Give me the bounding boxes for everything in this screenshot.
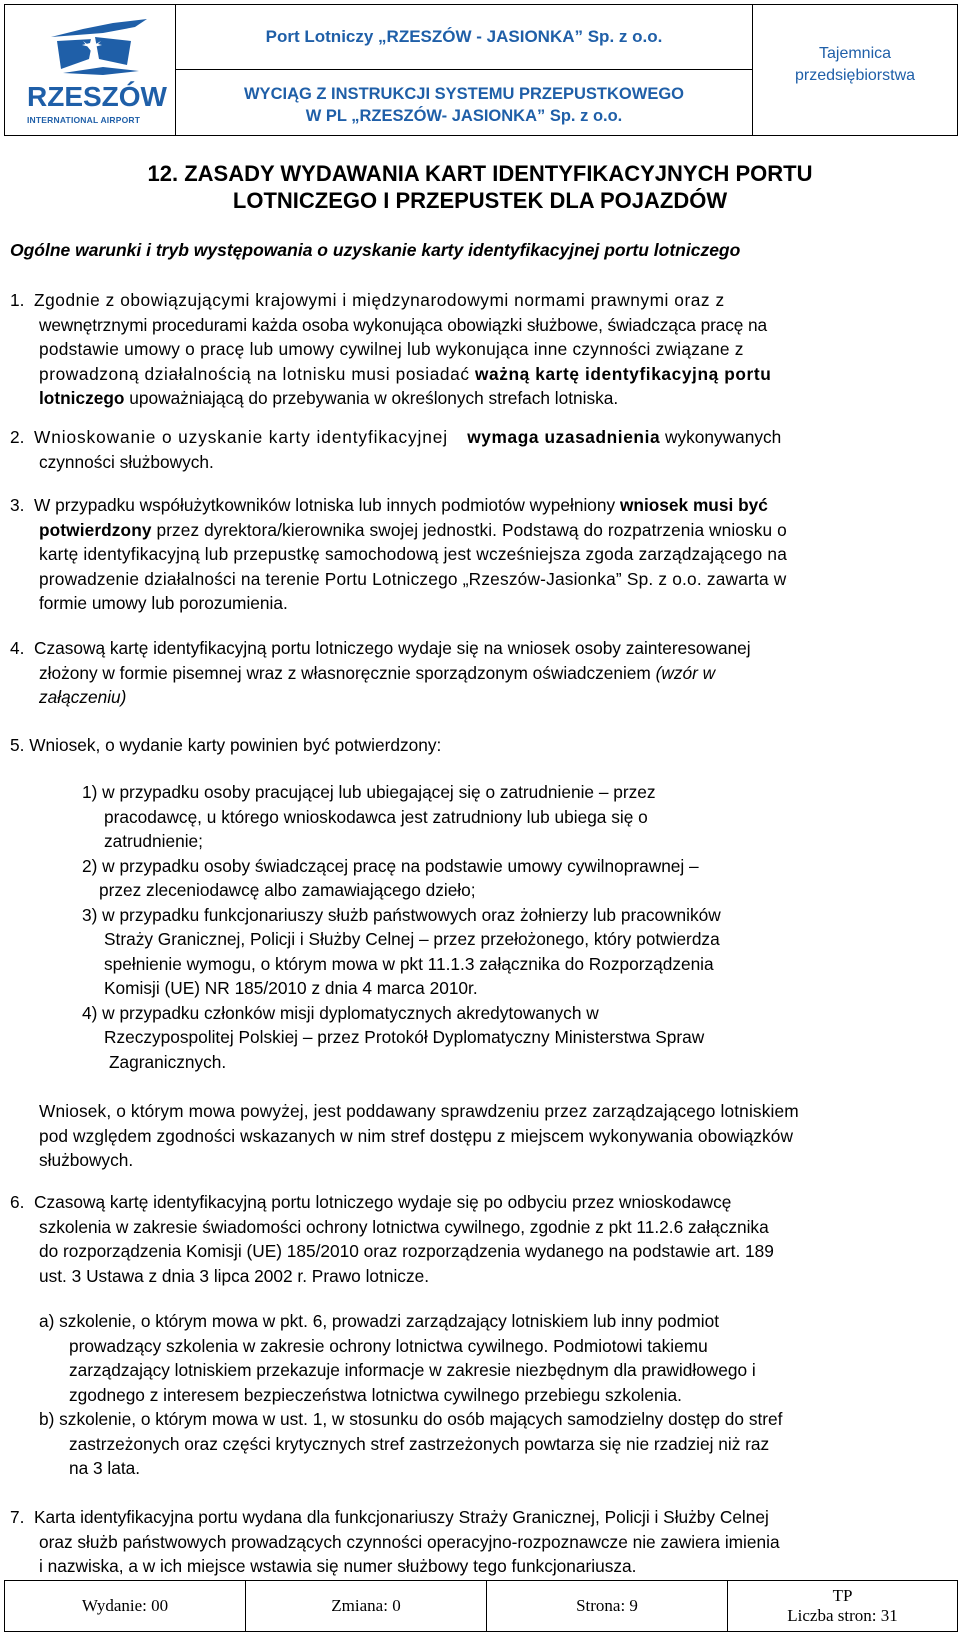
text-line: szkolenia w zakresie świadomości ochrony lotnictwa cywilnego, zgodnie z pkt 11.2.6 załącznika bbox=[39, 1216, 769, 1237]
text-line: pod względem zgodności wskazanych w nim stref dostępu z miejscem wykonywania obowiązków bbox=[39, 1125, 794, 1146]
list-item-continuation: pracodawcę, u którego wnioskodawca jest zatrudniony lub ubiega się o bbox=[104, 806, 648, 827]
paragraph-2 bbox=[10, 425, 958, 474]
section-subtitle: Ogólne warunki i tryb występowania o uzyskanie karty identyfikacyjnej portu lotniczego bbox=[10, 240, 741, 260]
confidentiality-line-2: przedsiębiorstwa bbox=[794, 67, 916, 84]
list-item-continuation: zastrzeżonych oraz części krytycznych stref zastrzeżonych powtarza się nie rzadziej niż raz bbox=[69, 1433, 770, 1454]
list-item-continuation: Zagranicznych. bbox=[109, 1051, 227, 1072]
list-item-continuation: zarządzający lotniskiem przekazuje informacje w zakresie niezbędnym dla prawidłowego i bbox=[69, 1360, 756, 1380]
list-item-continuation: zgodnego z interesem bezpieczeństwa lotnictwa cywilnego przebiegu szkolenia. bbox=[69, 1384, 682, 1405]
text-line: kartę identyfikacyjną lub przepustkę samochodową jest wcześniejsza zgoda zarządzającego na bbox=[39, 544, 788, 564]
list-item: 2) w przypadku osoby świadczącej pracę na podstawie umowy cywilnoprawnej – bbox=[82, 855, 699, 876]
text-run: W przypadku współużytkowników lotniska lub innych podmiotów wypełniony bbox=[34, 495, 620, 515]
logo-cell bbox=[5, 5, 176, 135]
footer-page-count bbox=[728, 1581, 957, 1631]
paragraph-7 bbox=[10, 1505, 958, 1579]
text-line: wewnętrznymi procedurami każda osoba wykonująca obowiązki służbowe, świadcząca pracę na bbox=[39, 314, 768, 335]
paragraph-1 bbox=[10, 288, 958, 411]
emphasis-text: potwierdzony bbox=[39, 519, 152, 540]
italic-text: (wzór w bbox=[655, 662, 716, 683]
list-item: b) szkolenie, o którym mowa w ust. 1, w stosunku do osób mających samodzielny dostęp do stref bbox=[39, 1409, 783, 1429]
extract-line-2: W PL „RZESZÓW- JASIONKA” Sp. z o.o. bbox=[305, 107, 623, 125]
emphasis-text: lotniczego bbox=[39, 388, 125, 408]
document-extract-title bbox=[176, 71, 752, 135]
document-footer bbox=[4, 1580, 958, 1632]
text-run: Karta identyfikacyjna portu wydana dla funkcjonariuszy Straży Granicznej, Policji i Służby Celnej bbox=[34, 1507, 769, 1527]
section-title-line-1: 12. ZASADY WYDAWANIA KART IDENTYFIKACYJNYCH PORTU bbox=[147, 161, 813, 186]
paragraph-6 bbox=[10, 1190, 958, 1288]
text-line: prowadzenie działalności na terenie Portu Lotniczego „Rzeszów-Jasionka” Sp. z o.o. zawarta w bbox=[39, 568, 787, 589]
footer-edition: Wydanie: 00 bbox=[5, 1581, 246, 1631]
text-line bbox=[10, 518, 958, 543]
confidentiality-line-1: Tajemnica bbox=[818, 45, 892, 62]
text-line: 5. Wniosek, o wydanie karty powinien być potwierdzony: bbox=[10, 735, 442, 755]
text-run: przez dyrektora/kierownika swojej jednostki. Podstawą do rozpatrzenia wniosku o bbox=[151, 519, 787, 540]
text-line: Wniosek, o którym mowa powyżej, jest poddawany sprawdzeniu przez zarządzającego lotniskiem bbox=[39, 1101, 799, 1121]
extract-line-1: WYCIĄG Z INSTRUKCJI SYSTEMU PRZEPUSTKOWEGO bbox=[243, 85, 685, 103]
list-5-items bbox=[82, 780, 942, 1074]
plane-emblem-icon bbox=[43, 19, 153, 79]
company-name: Port Lotniczy „RZESZÓW - JASIONKA” Sp. z o.o. bbox=[265, 27, 663, 46]
paragraph-number: 1. bbox=[10, 290, 25, 310]
text-line: ust. 3 Ustawa z dnia 3 lipca 2002 r. Prawo lotnicze. bbox=[39, 1265, 429, 1286]
section-title-line-2: LOTNICZEGO I PRZEPUSTEK DLA POJAZDÓW bbox=[232, 188, 728, 213]
logo-wordmark: RZESZÓW bbox=[27, 81, 167, 112]
list-item-continuation: Rzeczypospolitej Polskiej – przez Protokół Dyplomatyczny Ministerstwa Spraw bbox=[104, 1027, 705, 1047]
text-run: wykonywanych bbox=[660, 427, 782, 447]
list-item-continuation: Straży Granicznej, Policji i Służby Celnej – przez przełożonego, który potwierdza bbox=[104, 929, 720, 949]
text-line: oraz służb państwowych prowadzących czynności operacyjno-rozpoznawcze nie zawiera imienia bbox=[39, 1531, 780, 1552]
text-run: upoważniającą do przebywania w określonych strefach lotniska. bbox=[124, 388, 619, 408]
paragraph-number: 7. bbox=[10, 1507, 25, 1527]
header-right-cell bbox=[753, 5, 957, 135]
text-line: i nazwiska, a w ich miejsce wstawia się numer służbowy tego funkcjonariusza. bbox=[39, 1556, 637, 1576]
list-item-continuation: Komisji (UE) NR 185/2010 z dnia 4 marca 2010r. bbox=[104, 978, 478, 998]
list-item-continuation: zatrudnienie; bbox=[104, 831, 203, 851]
paragraph-4 bbox=[10, 636, 958, 710]
text-line: służbowych. bbox=[39, 1150, 134, 1170]
text-line bbox=[10, 685, 958, 710]
list-item: 1) w przypadku osoby pracującej lub ubiegającej się o zatrudnienie – przez bbox=[82, 782, 656, 802]
text-run: Wnioskowanie o uzyskanie karty identyfikacyjnej bbox=[34, 427, 449, 447]
list-item: 3) w przypadku funkcjonariuszy służb państwowych oraz żołnierzy lub pracowników bbox=[82, 904, 721, 925]
text-line bbox=[10, 386, 958, 411]
header-middle-cell bbox=[176, 5, 753, 135]
text-line: podstawie umowy o pracę lub umowy cywilnej lub wykonująca inne czynności związane z bbox=[39, 339, 744, 359]
text-run: Czasową kartę identyfikacyjną portu lotniczego wydaje się na wniosek osoby zainteresowanej bbox=[34, 638, 751, 658]
text-line bbox=[10, 362, 958, 387]
section-title bbox=[0, 160, 960, 214]
confidentiality-label bbox=[753, 43, 957, 87]
paragraph-number: 4. bbox=[10, 638, 25, 658]
paragraph-3 bbox=[10, 493, 958, 616]
paragraph-number: 2. bbox=[10, 427, 25, 447]
document-header bbox=[4, 4, 958, 136]
text-run: złożony w formie pisemnej wraz z własnoręcznie sporządzonym oświadczeniem bbox=[39, 662, 656, 683]
airport-logo bbox=[25, 19, 167, 125]
text-line: do rozporządzenia Komisji (UE) 185/2010 oraz rozporządzenia wydanego na podstawie art. 189 bbox=[39, 1241, 774, 1261]
text-line bbox=[10, 661, 958, 686]
paragraph-6-sublist bbox=[39, 1309, 958, 1481]
list-item: 4) w przypadku członków misji dyplomatycznych akredytowanych w bbox=[82, 1002, 599, 1023]
list-item-continuation: przez zleceniodawcę albo zamawiającego dzieło; bbox=[99, 880, 476, 900]
paragraph-number: 6. bbox=[10, 1192, 25, 1212]
footer-pages-total: Liczba stron: 31 bbox=[787, 1606, 898, 1625]
paragraph-5-note bbox=[39, 1099, 958, 1173]
list-item: a) szkolenie, o którym mowa w pkt. 6, prowadzi zarządzający lotniskiem lub inny podmiot bbox=[39, 1311, 720, 1331]
emphasis-text: wymaga uzasadnienia bbox=[467, 427, 661, 447]
logo-subtitle: INTERNATIONAL AIRPORT bbox=[27, 115, 141, 125]
italic-text: załączeniu) bbox=[39, 687, 127, 707]
paragraph-5 bbox=[10, 733, 958, 758]
footer-change: Zmiana: 0 bbox=[246, 1581, 487, 1631]
paragraph-number: 3. bbox=[10, 495, 25, 515]
list-item-continuation: na 3 lata. bbox=[69, 1458, 141, 1478]
text-line: Zgodnie z obowiązującymi krajowymi i międzynarodowymi normami prawnymi oraz z bbox=[34, 290, 725, 310]
emphasis-text: ważną kartę identyfikacyjną portu bbox=[474, 363, 772, 384]
emphasis-text: wniosek musi być bbox=[619, 495, 768, 515]
text-run: prowadzoną działalnością na lotnisku musi posiadać bbox=[39, 363, 475, 384]
text-line: formie umowy lub porozumienia. bbox=[39, 593, 288, 613]
footer-tp-label: TP bbox=[832, 1586, 853, 1605]
text-line: czynności służbowych. bbox=[39, 451, 214, 472]
list-item-continuation: prowadzący szkolenia w zakresie ochrony lotnictwa cywilnego. Podmiotowi takiemu bbox=[69, 1335, 708, 1356]
text-run: Czasową kartę identyfikacyjną portu lotniczego wydaje się po odbyciu przez wnioskodawcę bbox=[34, 1192, 732, 1212]
list-item-continuation: spełnienie wymogu, o którym mowa w pkt 11.1.3 załącznika do Rozporządzenia bbox=[104, 953, 714, 974]
footer-page: Strona: 9 bbox=[487, 1581, 728, 1631]
